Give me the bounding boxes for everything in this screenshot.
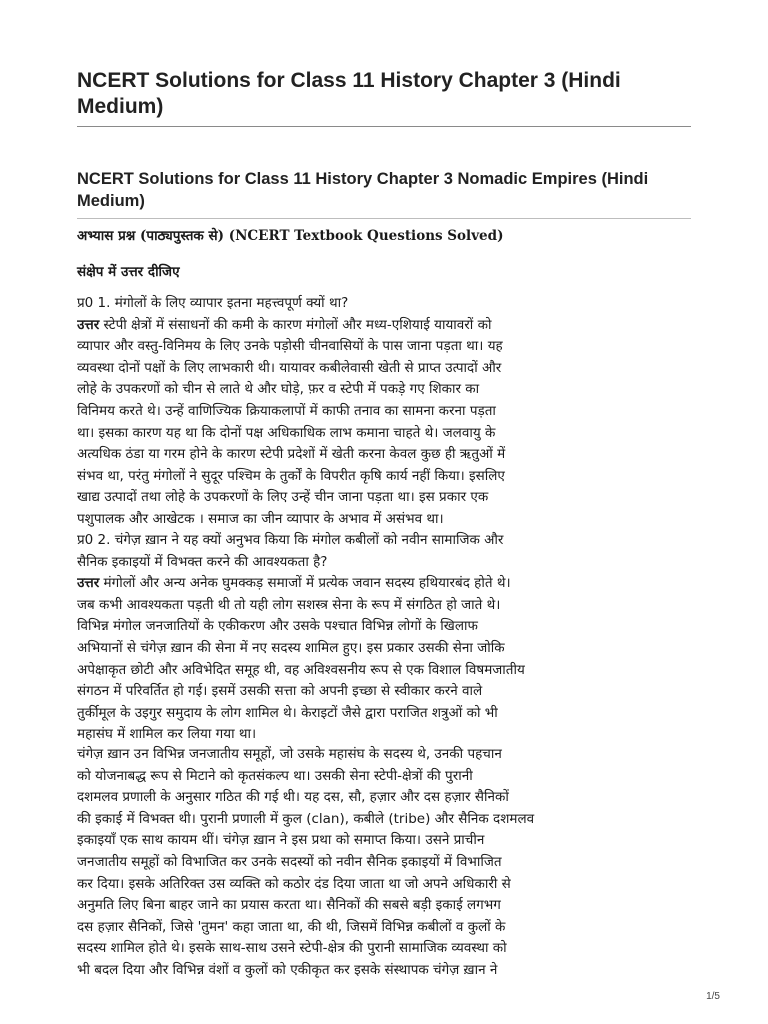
answer-2-line: संगठन में परिवर्तित हो गई। इसमें उसकी सत्ता को अपनी इच्छा से स्वीकार करने वाले [77, 683, 483, 700]
answer-1-line: संभव था, परंतु मंगोलों ने सुदूर पश्चिम के तुर्कों के विपरीत कृषि कार्य नहीं किया। इसलिए [77, 467, 505, 484]
answer-1-line: व्यवस्था दोनों पक्षों के लिए लाभकारी थी। यायावर कबीलेवासी खेती से प्राप्त उत्पादों और [77, 359, 502, 376]
paragraph-line: सदस्य शामिल होते थे। इसके साथ-साथ उसने स्टेपी-क्षेत्र की पुरानी सामाजिक व्यवस्था को [77, 940, 507, 957]
question-2-block [77, 530, 691, 746]
section-heading: अभ्यास प्रश्न (पाठ्यपुस्तक से) (NCERT Textbook Questions Solved) [77, 228, 504, 244]
paragraph-line: दशमलव प्रणाली के अनुसार गठित की गई थी। यह दस, सौ, हज़ार और दस हज़ार सैनिकों [77, 789, 509, 806]
paragraph-line: कर दिया। इसके अतिरिक्त उस व्यक्ति को कठोर दंड दिया जाता था जो अपने अधिकारी से [77, 875, 511, 892]
answer-1-line: विनिमय करते थे। उन्हें वाणिज्यिक क्रियाकलापों में काफी तनाव का सामना करना पड़ता [77, 402, 496, 419]
document-subtitle: NCERT Solutions for Class 11 History Chapter 3 Nomadic Empires (Hindi Medium) [77, 170, 649, 210]
question-2-text: चंगेज़ ख़ान ने यह क्यों अनुभव किया कि मंगोल कबीलों को नवीन सामाजिक और [110, 532, 504, 548]
answer-2-line: अभियानों से चंगेज़ ख़ान की सेना में नए सदस्य शामिल हुए। इस प्रकार उसकी सेना जोकि [77, 639, 505, 656]
answer-2-line: तुर्कीमूल के उइगुर समुदाय के लोग शामिल थे। केराइटों जैसे द्वारा पराजित शत्रुओं को भी [77, 704, 498, 721]
page-number: 1/5 [706, 991, 720, 1002]
answer-2-text: मंगोलों और अन्य अनेक घुमक्कड़ समाजों में प्रत्येक जवान सदस्य हथियारबंद होते थे। [99, 575, 511, 592]
answer-2-line: अपेक्षाकृत छोटी और अविभेदित समूह थी, वह अविश्वसनीय रूप से एक विशाल विषमजातीय [77, 661, 525, 678]
answer-1-line: पशुपालक और आखेटक । समाज का जीन व्यापार के अभाव में असंभव था। [77, 510, 444, 527]
question-2-label: प्र0 2. [77, 532, 111, 548]
question-1-text: मंगोलों के लिए व्यापार इतना महत्त्वपूर्ण क्यों था? [110, 295, 349, 311]
document-title: NCERT Solutions for Class 11 History Chapter 3 (Hindi Medium) [77, 69, 621, 118]
answer-1-line: था। इसका कारण यह था कि दोनों पक्ष अधिकाधिक लाभ कमाना चाहते थे। जलवायु के [77, 424, 496, 441]
paragraph-line: अनुमति लिए बिना बाहर जाने का प्रयास करता था। सैनिकों की सबसे बड़ी इकाई लगभग [77, 897, 501, 914]
question-2-line: सैनिक इकाइयों में विभक्त करने की आवश्यकता है? [77, 553, 328, 570]
question-1-block [77, 293, 691, 531]
answer-2-line: विभिन्न मंगोल जनजातियों के एकीकरण और उसके पश्चात विभिन्न लोगों के खिलाफ [77, 618, 478, 635]
question-1-line [77, 293, 691, 315]
answer-1-text: स्टेपी क्षेत्रों में संसाधनों की कमी के कारण मंगोलों और मध्य-एशियाई यायावरों को [99, 316, 492, 333]
answer-1-line: खाद्य उत्पादों तथा लोहे के उपकरणों के लिए उन्हें चीन जाना पड़ता था। इस प्रकार एक [77, 489, 489, 506]
answer-1-line: लोहे के उपकरणों को चीन से लाते थे और घोड़े, फ़र व स्टेपी में पकड़े गए शिकार का [77, 381, 480, 398]
paragraph-line: इकाइयाँ एक साथ कायम थीं। चंगेज़ ख़ान ने इस प्रथा को समाप्त किया। उसने प्राचीन [77, 832, 485, 849]
subtitle-divider [77, 218, 691, 219]
paragraph-line: भी बदल दिया और विभिन्न वंशों व कुलों को एकीकृत कर इसके संस्थापक चंगेज़ ख़ान ने [77, 961, 498, 978]
question-2-line [77, 530, 691, 552]
paragraph-line: चंगेज़ ख़ान उन विभिन्न जनजातीय समूहों, जो उसके महासंघ के सदस्य थे, उनकी पहचान [77, 746, 502, 762]
answer-1-line: व्यापार और वस्तु-विनिमय के लिए उनके पड़ोसी चीनवासियों के पास जाना पड़ता था। यह [77, 338, 503, 355]
paragraph-line: दस हज़ार सैनिकों, जिसे 'तुमन' कहा जाता था, की थी, जिसमें विभिन्न कबीलों व कुलों के [77, 918, 506, 935]
paragraph-line: जनजातीय समूहों को विभाजित कर उनके सदस्यों को नवीन सैनिक इकाइयों में विभाजित [77, 853, 502, 870]
answer-1-label: उत्तर [77, 316, 100, 333]
question-1-label: प्र0 1. [77, 295, 111, 311]
answer-1-line: अत्यधिक ठंडा या गरम होने के कारण स्टेपी प्रदेशों में खेती करना केवल कुछ ही ऋतुओं में [77, 446, 506, 463]
answer-2-continuation [77, 744, 691, 982]
sub-heading: संक्षेप में उत्तर दीजिए [77, 264, 180, 280]
answer-2-line: जब कभी आवश्यकता पड़ती थी तो यही लोग सशस्त्र सेना के रूप में संगठित हो जाते थे। [77, 596, 501, 613]
paragraph-line: की इकाई में विभक्त थी। पुरानी प्रणाली में कुल (clan), कबीले (tribe) और सैनिक दशमलव [77, 810, 535, 827]
answer-2-label: उत्तर [77, 575, 100, 592]
title-divider [77, 126, 691, 127]
answer-1-line [77, 315, 691, 337]
paragraph-line: को योजनाबद्ध रूप से मिटाने को कृतसंकल्प था। उसकी सेना स्टेपी-क्षेत्रों की पुरानी [77, 767, 473, 784]
answer-2-line [77, 573, 691, 595]
answer-2-line: महासंघ में शामिल कर लिया गया था। [77, 726, 257, 743]
